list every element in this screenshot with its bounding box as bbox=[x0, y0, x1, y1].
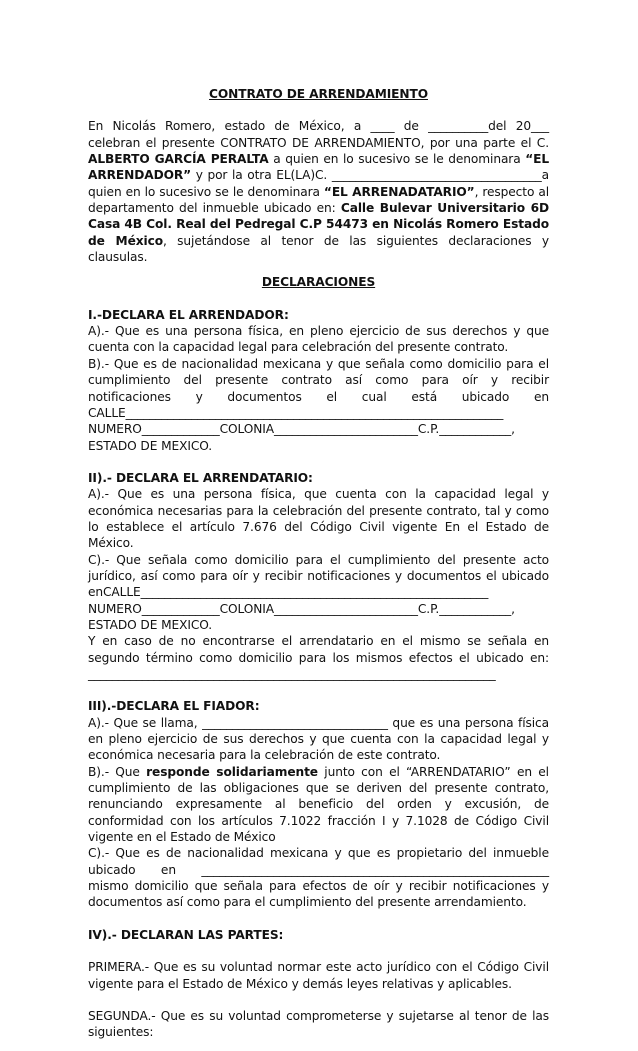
fiador-clause-a: A).- Que se llama, _______________________________ que es una persona física en pleno ejercicio de sus derechos y que cuenta con la capacidad legal y económica necesaria para la celebración de este contrato. bbox=[88, 715, 549, 763]
arrendador-name: ALBERTO GARCÍA PERALTA bbox=[88, 152, 269, 167]
intro-text-3: y por la otra EL(LA)C. ___________________________________a quien en lo sucesivo se le denominara bbox=[88, 168, 549, 199]
partes-primera: PRIMERA.- Que es su voluntad normar este acto jurídico con el Código Civil vigente para el Estado de México y demás leyes relativas y aplicables. bbox=[88, 960, 549, 991]
property-address: Calle Bulevar Universitario 6D Casa 4B Col. Real del Pedregal C.P 54473 en Nicolás Romero Estado de México bbox=[88, 201, 549, 248]
declaraciones-row bbox=[88, 274, 549, 290]
intro-text-4: , respecto al departamento del inmueble ubicado en: bbox=[88, 184, 549, 216]
intro-text-1: En Nicolás Romero, estado de México, a ____ de __________del 20___ celebran el presente CONTRATO DE ARRENDAMIENTO, por una parte el C. bbox=[88, 119, 549, 150]
arrendatario-clause-a: A).- Que es una persona física, que cuenta con la capacidad legal y económica necesarias para la celebración del presente contrato, tal y como lo establece el artículo 7.676 del Código Civil vigente En el Estado de México. bbox=[88, 487, 549, 551]
contract-title: CONTRATO DE ARRENDAMIENTO bbox=[209, 87, 428, 101]
fiador-b-bold: responde solidariamente bbox=[146, 764, 318, 779]
intro-paragraph bbox=[88, 118, 549, 265]
intro-text-2: a quien en lo sucesivo se le denominara bbox=[268, 152, 526, 167]
declaraciones-heading: DECLARACIONES bbox=[261, 275, 376, 290]
arrendador-label: “EL ARRENDADOR” bbox=[88, 152, 550, 183]
fiador-clause-b bbox=[88, 764, 549, 846]
arrendatario-label: “EL ARRENADATARIO” bbox=[323, 184, 475, 199]
arrendatario-clause-c: C).- Que señala como domicilio para el cumplimiento del presente acto jurídico, así como para oír y recibir notificaciones y documentos el ubicado enCALLE__________________________________________________________ NUMERO_____________COLONIA________________________C.P.____________, ESTADO DE MEXICO. bbox=[88, 552, 549, 632]
partes-heading: IV).- DECLARAN LAS PARTES: bbox=[88, 927, 284, 942]
fiador-b-text-2: junto con el “ARRENDATARIO” en el cumplimiento de las obligaciones que se deriven del presente contrato, renunciando expresamente al beneficio del orden y excusión, de conformidad con los artículos 7.1022 fracción I y 7.1028 de Código Civil vigente en el Estado de México bbox=[88, 764, 549, 845]
arrendador-clause-a: A).- Que es una persona física, en pleno ejercicio de sus derechos y que cuenta con la capacidad legal para celebración del presente contrato. bbox=[88, 324, 549, 355]
title-row bbox=[88, 86, 549, 102]
arrendador-clause-b: B).- Que es de nacionalidad mexicana y que señala como domicilio para el cumplimiento del presente contrato así como para oír y recibir notificaciones y documentos el cual está ubicado en CALLE_______________________________________________________________ NUMERO_____________COLONIA________________________C.P.____________, ESTADO DE MEXICO. bbox=[88, 356, 549, 453]
intro-text-5: , sujetándose al tenor de las siguientes declaraciones y clausulas. bbox=[88, 233, 549, 265]
fiador-b-text-1: B).- Que bbox=[88, 764, 147, 779]
arrendador-heading: I.-DECLARA EL ARRENDADOR: bbox=[88, 307, 289, 322]
contract-page bbox=[88, 86, 549, 1041]
fiador-clause-c: C).- Que es de nacionalidad mexicana y que es propietario del inmueble ubicado en __________________________________________________________ mismo domicilio que señala para efectos de oír y recibir notificaciones y documentos así como para el cumplimiento del presente arrendamiento. bbox=[88, 846, 549, 910]
arrendatario-heading: II).- DECLARA EL ARRENDATARIO: bbox=[88, 470, 313, 485]
arrendatario-clause-y: Y en caso de no encontrarse el arrendatario en el mismo se señala en segundo término como domicilio para los mismos efectos el ubicado en: ____________________________________________________________________ bbox=[88, 634, 549, 681]
partes-segunda: SEGUNDA.- Que es su voluntad comprometerse y sujetarse al tenor de las siguientes: bbox=[88, 1008, 549, 1040]
fiador-heading: III).-DECLARA EL FIADOR: bbox=[88, 699, 260, 714]
